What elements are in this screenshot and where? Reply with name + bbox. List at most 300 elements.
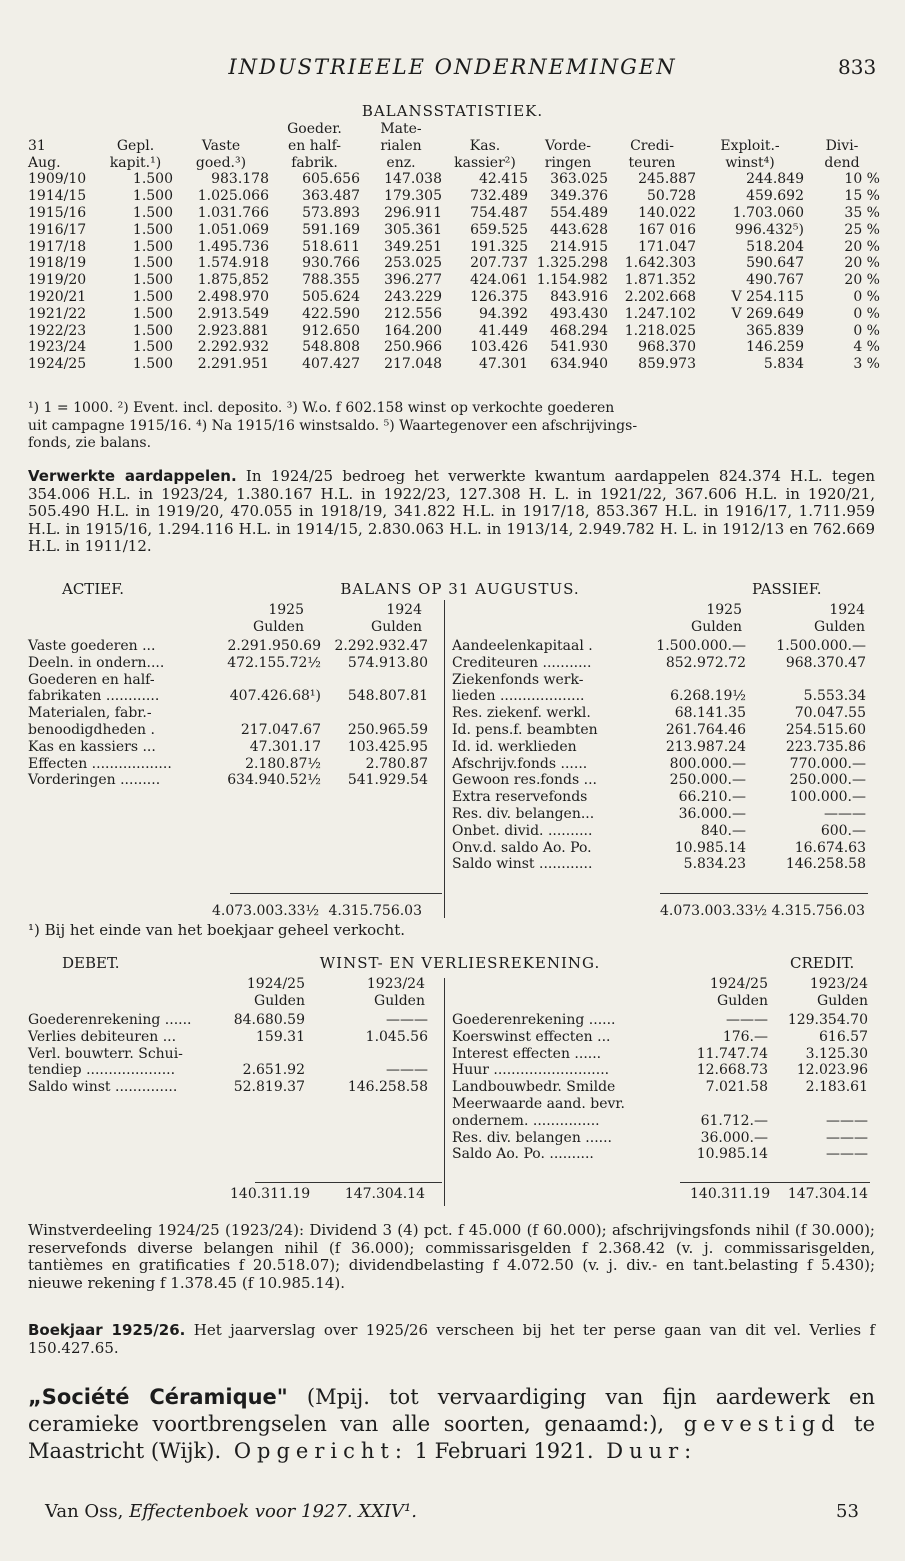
credit-row-cell: ondernem. ............... (452, 1112, 600, 1129)
stats-row-cell: 140.022 (638, 204, 696, 221)
passief-row-cell: Saldo winst ............ (452, 856, 593, 873)
actief-row-cell: 217.047.67 (240, 721, 321, 738)
stats-row-cell: 1.500 (132, 339, 173, 356)
passief-row-cell: 254.515.60 (785, 721, 866, 738)
stats-row-cell: 1924/25 (28, 356, 87, 373)
credit-row-cell: Huur .......................... (452, 1062, 610, 1079)
actief-row-cell: 407.426.68¹) (229, 688, 321, 705)
stats-header-cell: fabrik. (291, 154, 338, 171)
stats-row-cell: 365.839 (746, 322, 804, 339)
actief-row-cell: Goederen en half- (28, 671, 155, 688)
credit-row-cell: Meerwaarde aand. bevr. (452, 1095, 625, 1112)
stats-row-cell: 1915/16 (28, 204, 87, 221)
stats-row-cell: 1.218.025 (624, 322, 696, 339)
stats-row-cell: 244.849 (746, 171, 804, 188)
stats-row-cell: 1.495.736 (197, 238, 269, 255)
stats-row-cell: 1.500 (132, 204, 173, 221)
stats-row-cell: 0 % (853, 305, 880, 322)
stats-row-cell: 605.656 (302, 171, 360, 188)
passief-row (452, 705, 866, 722)
credit-row-cell: 3.125.30 (805, 1045, 868, 1062)
stats-row-cell: 1.025.066 (197, 188, 269, 205)
stats-row-cell: 5.834 (763, 356, 804, 373)
stats-row-cell: 1921/22 (28, 305, 87, 322)
actief-year-1: 1925 (268, 602, 304, 618)
stats-row-cell: 126.375 (470, 288, 528, 305)
stats-row-cell: 754.487 (470, 204, 528, 221)
stats-header-cell: goed.³) (195, 154, 247, 171)
stats-header-row (28, 155, 880, 172)
stats-header-cell: kapit.¹) (109, 154, 162, 171)
passief-table (452, 638, 866, 873)
passief-row (452, 672, 866, 689)
stats-row-cell: 732.489 (470, 188, 528, 205)
passief-row (452, 655, 866, 672)
actief-label: ACTIEF. (62, 580, 125, 598)
stats-row (28, 171, 880, 188)
actief-row-cell: 2.780.87 (365, 755, 428, 772)
passief-row-cell: Id. id. werklieden (452, 738, 577, 755)
stats-header-cell: Credi- (630, 137, 674, 154)
actief-unit-2: Gulden (371, 619, 422, 635)
stats-header-cell (98, 121, 173, 138)
actief-row-cell (216, 705, 321, 722)
passief-row-cell: 600.— (820, 822, 866, 839)
stats-row-cell: 1.703.060 (732, 204, 804, 221)
stats-row-cell: 191.325 (470, 238, 528, 255)
passief-row-cell: Extra reservefonds (452, 789, 588, 806)
actief-row-cell: Materialen, fabr.- (28, 705, 152, 722)
stats-header-row (28, 121, 880, 138)
potatoes-label: Verwerkte aardappelen. (28, 467, 237, 485)
stats-row-cell: 214.915 (550, 238, 608, 255)
stats-header-cell: Exploit.- (720, 137, 780, 154)
stats-row-cell: 1.154.982 (536, 272, 608, 289)
balance-footnote: ¹) Bij het einde van het boekjaar geheel verkocht. (28, 921, 405, 939)
stats-row-cell: 243.229 (384, 288, 442, 305)
stats-row-cell: 20 % (844, 272, 880, 289)
credit-total-rule (680, 1182, 870, 1183)
debet-total-2: 147.304.14 (344, 1186, 425, 1202)
passief-total-1: 4.073.003.33½ (660, 903, 768, 919)
passief-row-cell: 68.141.35 (674, 705, 746, 722)
stats-row-cell: 1.500 (132, 188, 173, 205)
stats-note-line: uit campagne 1915/16. ⁴) Na 1915/16 winstsaldo. ⁵) Waartegenover een afschrijvings- (28, 417, 638, 434)
debet-row-cell: 146.258.58 (347, 1079, 428, 1096)
credit-row-cell (666, 1096, 768, 1113)
stats-row-cell: 1.500 (132, 356, 173, 373)
credit-year-1: 1924/25 (709, 976, 768, 992)
credit-table (452, 1012, 868, 1163)
stats-row (28, 339, 880, 356)
stats-row (28, 222, 880, 239)
debet-row-cell: 159.31 (256, 1028, 305, 1045)
stats-row-cell: 2.292.932 (197, 339, 269, 356)
stats-row (28, 205, 880, 222)
running-title: INDUSTRIEELE ONDERNEMINGEN (228, 55, 677, 79)
passief-row-cell: Onbet. divid. .......... (452, 822, 593, 839)
passief-row-cell: Res. div. belangen... (452, 805, 595, 822)
actief-row-cell: 634.940.52½ (227, 772, 321, 789)
actief-row (28, 756, 428, 773)
passief-row-cell: 223.735.86 (785, 738, 866, 755)
actief-row-cell: 574.913.80 (347, 654, 428, 671)
passief-year-2: 1924 (829, 602, 865, 618)
credit-row-cell: 61.712.— (700, 1112, 768, 1129)
stats-header-cell: ringen (544, 154, 592, 171)
stats-row (28, 306, 880, 323)
actief-row-cell: 541.929.54 (347, 772, 428, 789)
stats-row-cell: 459.692 (746, 188, 804, 205)
stats-row-cell: 996.432⁵) (735, 221, 804, 238)
stats-row (28, 323, 880, 340)
balance-divider (444, 600, 445, 918)
stats-row-cell: 1919/20 (28, 272, 87, 289)
passief-row-cell: 36.000.— (678, 805, 746, 822)
passief-row-cell: 70.047.55 (794, 705, 866, 722)
stats-row-cell: 1918/19 (28, 255, 87, 272)
stats-row-cell: 363.487 (302, 188, 360, 205)
passief-total-rule (660, 893, 868, 894)
stats-row-cell: 35 % (844, 204, 880, 221)
credit-total-2: 147.304.14 (787, 1186, 868, 1202)
stats-row-cell: 468.294 (550, 322, 608, 339)
stats-header-cell: enz. (386, 154, 416, 171)
stats-header-cell: dend (824, 154, 860, 171)
passief-total-2: 4.315.756.03 (771, 903, 865, 919)
passief-row-cell (652, 672, 746, 689)
stats-header-cell (173, 121, 269, 138)
credit-row-cell: Koerswinst effecten ... (452, 1028, 611, 1045)
stats-row-cell: 1.500 (132, 221, 173, 238)
credit-row (452, 1130, 868, 1147)
stats-row-cell: 0 % (853, 322, 880, 339)
stats-row-cell: 591.169 (302, 221, 360, 238)
actief-row-cell (321, 672, 428, 689)
stats-row-cell: 2.498.970 (197, 288, 269, 305)
stats-header-cell: en half- (287, 137, 341, 154)
passief-row-cell: 146.258.58 (785, 856, 866, 873)
stats-row-cell: 493.430 (550, 305, 608, 322)
stats-row-cell: 1.500 (132, 322, 173, 339)
stats-row-cell: 554.489 (550, 204, 608, 221)
credit-row-cell: 12.023.96 (796, 1062, 868, 1079)
passief-row-cell: 852.972.72 (665, 654, 746, 671)
passief-row-cell: 770.000.— (789, 755, 866, 772)
stats-row-cell: 1.642.303 (624, 255, 696, 272)
stats-row-cell: 396.277 (384, 272, 442, 289)
credit-row (452, 1096, 868, 1113)
actief-total-1: 4.073.003.33½ (212, 903, 320, 919)
actief-row-cell: 47.301.17 (249, 738, 321, 755)
actief-row-cell (321, 705, 428, 722)
passief-row-cell: 66.210.— (678, 789, 746, 806)
credit-label: CREDIT. (790, 954, 855, 972)
stats-row-cell: 548.808 (302, 339, 360, 356)
stats-row-cell: 15 % (844, 188, 880, 205)
fiscal-year-label: Boekjaar 1925/26. (28, 1321, 186, 1339)
credit-row-cell: 129.354.70 (787, 1012, 868, 1028)
passief-row-cell: 250.000.— (789, 772, 866, 789)
stats-row-cell: 363.025 (550, 171, 608, 188)
actief-row (28, 655, 428, 672)
stats-row-cell: 349.376 (550, 188, 608, 205)
stats-row-cell: 1.051.069 (197, 221, 269, 238)
passief-row (452, 789, 866, 806)
stats-row-cell: 843.916 (550, 288, 608, 305)
debet-row-cell: Verl. bouwterr. Schui- (28, 1045, 183, 1062)
page-number: 833 (838, 55, 877, 79)
company-established-label: gevestigd (664, 1412, 841, 1436)
actief-row-cell: Effecten .................. (28, 755, 172, 772)
stats-row-cell: 2.202.668 (624, 288, 696, 305)
passief-row-cell: 6.268.19½ (670, 688, 746, 705)
passief-row-cell: 100.000.— (789, 789, 866, 806)
passief-row-cell: 968.370.47 (785, 654, 866, 671)
actief-row (28, 705, 428, 722)
stats-row-cell: 634.940 (550, 356, 608, 373)
stats-row-cell: 590.647 (746, 255, 804, 272)
credit-row-cell: Interest effecten ...... (452, 1045, 602, 1062)
actief-row (28, 772, 428, 789)
credit-row (452, 1029, 868, 1046)
stats-row-cell: 912.650 (302, 322, 360, 339)
debet-row-cell: 52.819.37 (233, 1079, 305, 1096)
stats-header-cell: Vorde- (545, 137, 591, 154)
debet-row (28, 1062, 428, 1079)
credit-row-cell: Res. div. belangen ...... (452, 1129, 613, 1146)
stats-header-cell (804, 121, 880, 138)
passief-row-cell: 5.834.23 (683, 856, 746, 873)
stats-row-cell: 42.415 (479, 171, 528, 188)
stats-header-cell: Divi- (825, 137, 859, 154)
stats-row-cell: 1923/24 (28, 339, 87, 356)
stats-header-cell: rialen (380, 137, 422, 154)
passief-row (452, 823, 866, 840)
stats-row-cell: 2.923.881 (197, 322, 269, 339)
stats-row-cell: 1.247.102 (624, 305, 696, 322)
balance-title: BALANS OP 31 AUGUSTUS. (340, 580, 580, 598)
passief-row (452, 840, 866, 857)
passief-row-cell: 800.000.— (669, 755, 746, 772)
debet-row-cell: Goederenrekening ...... (28, 1012, 192, 1028)
passief-unit-1: Gulden (691, 619, 742, 635)
passief-year-1: 1925 (706, 602, 742, 618)
stats-notes (28, 400, 878, 453)
debet-row (28, 1079, 428, 1096)
company-duration-label: Duur: (593, 1439, 698, 1463)
stats-row-cell: 1.500 (132, 288, 173, 305)
credit-row-cell: Goederenrekening ...... (452, 1012, 616, 1028)
fiscal-year-paragraph (28, 1322, 875, 1357)
credit-row-cell (768, 1096, 868, 1113)
debet-row (28, 1029, 428, 1046)
company-text-1: (Mpij. tot vervaardiging van fijn aardewerk en ceramieke voortbrengselen van alle soorten, genaamd:), (28, 1385, 875, 1436)
passief-row-cell: lieden ................... (452, 688, 585, 705)
credit-row-cell: ——— (826, 1112, 868, 1129)
stats-row-cell: 1.574.918 (197, 255, 269, 272)
actief-total-2: 4.315.756.03 (328, 903, 422, 919)
passief-row-cell: 250.000.— (669, 772, 746, 789)
profit-distribution: Winstverdeeling 1924/25 (1923/24): Dividend 3 (4) pct. f 45.000 (f 60.000); afschrijvingsfonds nihil (f 30.000); reservefonds diverse belangen nihil (f 36.000); commissarisgelden f 2.368.42 (v. j. commissarisgelden, tantièmes en gratificaties f 20.518.07); dividendbelasting f 4.072.50 (v. j. div.- en tant.belasting f 5.430); nieuwe rekening f 1.378.45 (f 10.985.14). (28, 1221, 875, 1292)
stats-header-cell (442, 121, 528, 138)
stats-row-cell: 253.025 (384, 255, 442, 272)
actief-row-cell: fabrikaten ............ (28, 688, 160, 705)
stats-header-cell: teuren (628, 154, 676, 171)
footer-publisher: Van Oss, (45, 1501, 124, 1522)
stats-row-cell: 659.525 (470, 221, 528, 238)
debet-row-cell: 84.680.59 (233, 1012, 305, 1028)
debet-row-cell: Saldo winst .............. (28, 1079, 178, 1096)
passief-row (452, 806, 866, 823)
credit-row-cell: Landbouwbedr. Smilde (452, 1079, 616, 1096)
credit-row (452, 1062, 868, 1079)
stats-row (28, 356, 880, 373)
credit-row-cell: Saldo Ao. Po. .......... (452, 1146, 594, 1163)
stats-row-cell: 1.031.766 (197, 204, 269, 221)
actief-row-cell: 2.292.932.47 (334, 638, 428, 654)
stats-row-cell: 3 % (853, 356, 880, 373)
stats-row-cell: 94.392 (479, 305, 528, 322)
passief-row-cell: Afschrijv.fonds ...... (452, 755, 588, 772)
credit-row-cell: ——— (726, 1012, 768, 1028)
stats-row-cell: 25 % (844, 221, 880, 238)
passief-row-cell: 840.— (700, 822, 746, 839)
stats-row (28, 255, 880, 272)
debet-row-cell (305, 1046, 428, 1063)
stats-header-cell: winst⁴) (725, 154, 775, 171)
actief-year-2: 1924 (386, 602, 422, 618)
passief-row-cell: 1.500.000.— (656, 638, 746, 654)
stats-row-cell: 147.038 (384, 171, 442, 188)
debet-row-cell: ——— (386, 1012, 428, 1028)
stats-row-cell: 146.259 (746, 339, 804, 356)
stats-row-cell: 349.251 (384, 238, 442, 255)
stats-row-cell: 20 % (844, 255, 880, 272)
passief-label: PASSIEF. (752, 580, 822, 598)
credit-row (452, 1046, 868, 1063)
stats-row-cell: 1916/17 (28, 221, 87, 238)
stats-row-cell: 983.178 (211, 171, 269, 188)
stats-header-row (28, 138, 880, 155)
credit-row (452, 1079, 868, 1096)
debet-year-2: 1923/24 (366, 976, 425, 992)
stats-header-cell: Gepl. (116, 137, 155, 154)
stats-row-cell: 167 016 (638, 221, 696, 238)
stats-row-cell: 1914/15 (28, 188, 87, 205)
potatoes-text: In 1924/25 bedroeg het verwerkte kwantum aardappelen 824.374 H.L. tegen 354.006 H.L. in 1923/24, 1.380.167 H.L. in 1922/23, 127.308 H. L. in 1921/22, 367.606 H.L. in 1920/21, 505.490 H.L. in 1919/20, 470.055 in 1918/19, 341.822 H.L. in 1917/18, 853.367 H.L. in 1916/17, 1.711.959 H.L. in 1915/16, 1.294.116 H.L. in 1914/15, 2.830.063 H.L. in 1913/14, 2.949.782 H. L. in 1912/13 en 762.669 H.L. in 1911/12. (28, 467, 875, 555)
stats-row-cell: 968.370 (638, 339, 696, 356)
stats-row-cell: 788.355 (302, 272, 360, 289)
passief-row-cell (746, 672, 866, 689)
company-text-2: te Maastricht (Wijk). (28, 1412, 876, 1463)
potatoes-paragraph (28, 468, 875, 556)
stats-row-cell: 518.204 (746, 238, 804, 255)
actief-row-cell: Vaste goederen ... (28, 638, 156, 654)
stats-header-cell (28, 121, 98, 138)
stats-header-cell: Kas. (469, 137, 501, 154)
stats-header-cell (528, 121, 608, 138)
debet-total-rule (255, 1182, 442, 1183)
stats-row-cell: 422.590 (302, 305, 360, 322)
stats-header-cell (696, 121, 804, 138)
stats-header-cell: Goeder. (287, 121, 342, 137)
stats-header-cell: 31 (28, 137, 46, 154)
passief-row (452, 772, 866, 789)
profit-loss-title: WINST- EN VERLIESREKENING. (319, 954, 601, 972)
fiscal-year-text: Het jaarverslag over 1925/26 verscheen bij het ter perse gaan van dit vel. Verlies f 150.427.65. (28, 1321, 875, 1357)
debet-total-1: 140.311.19 (230, 1186, 311, 1202)
footer-page-number: 53 (836, 1501, 859, 1522)
passief-row (452, 756, 866, 773)
page-footer (45, 1501, 417, 1522)
stats-row-cell: 1920/21 (28, 288, 87, 305)
actief-row-cell: 250.965.59 (347, 721, 428, 738)
credit-row-cell: 10.985.14 (696, 1146, 768, 1163)
stats-row-cell: 1.500 (132, 272, 173, 289)
credit-row-cell: 616.57 (819, 1028, 868, 1045)
debet-row-cell: 1.045.56 (365, 1028, 428, 1045)
debet-year-1: 1924/25 (246, 976, 305, 992)
company-entry (28, 1384, 875, 1465)
credit-row (452, 1146, 868, 1163)
actief-row-cell: Deeln. in ondern.... (28, 654, 165, 671)
debet-unit-1: Gulden (254, 993, 305, 1009)
credit-row-cell: 176.— (722, 1028, 768, 1045)
stats-row-cell: 179.305 (384, 188, 442, 205)
company-text-3: 1 Februari 1921. (407, 1439, 594, 1463)
credit-total-1: 140.311.19 (690, 1186, 771, 1202)
credit-row-cell: ——— (826, 1146, 868, 1163)
stats-title: BALANSSTATISTIEK. (361, 102, 544, 120)
stats-header-cell: Vaste (201, 137, 241, 154)
stats-row-cell: 1.500 (132, 171, 173, 188)
debet-row-cell: 2.651.92 (242, 1062, 305, 1079)
stats-row-cell: 171.047 (638, 238, 696, 255)
credit-unit-1: Gulden (717, 993, 768, 1009)
actief-row-cell (216, 672, 321, 689)
stats-row-cell: 424.061 (470, 272, 528, 289)
stats-row-cell: 0 % (853, 288, 880, 305)
credit-row (452, 1113, 868, 1130)
stats-row-cell: 1.500 (132, 305, 173, 322)
actief-table (28, 638, 428, 789)
stats-row (28, 272, 880, 289)
stats-row (28, 289, 880, 306)
passief-row (452, 722, 866, 739)
debet-row (28, 1046, 428, 1063)
stats-row-cell: V 269.649 (731, 305, 804, 322)
stats-row-cell: 859.973 (638, 356, 696, 373)
stats-row-cell: 1.871.352 (624, 272, 696, 289)
stats-row (28, 239, 880, 256)
passief-row-cell: 5.553.34 (803, 688, 866, 705)
stats-row-cell: 296.911 (384, 204, 442, 221)
credit-row-cell: 2.183.61 (805, 1079, 868, 1096)
actief-row-cell: Kas en kassiers ... (28, 738, 156, 755)
stats-row-cell: 250.966 (384, 339, 442, 356)
stats-row-cell: 1.875,852 (197, 272, 269, 289)
debet-row-cell: ——— (386, 1062, 428, 1079)
stats-row-cell: 930.766 (302, 255, 360, 272)
passief-unit-2: Gulden (814, 619, 865, 635)
credit-row-cell: 36.000.— (700, 1129, 768, 1146)
company-name: „Société Céramique" (28, 1385, 288, 1409)
stats-row-cell: 1922/23 (28, 322, 87, 339)
passief-row-cell: Gewoon res.fonds ... (452, 772, 597, 789)
debet-row-cell (223, 1046, 305, 1063)
debet-row-cell: Verlies debiteuren ... (28, 1028, 177, 1045)
